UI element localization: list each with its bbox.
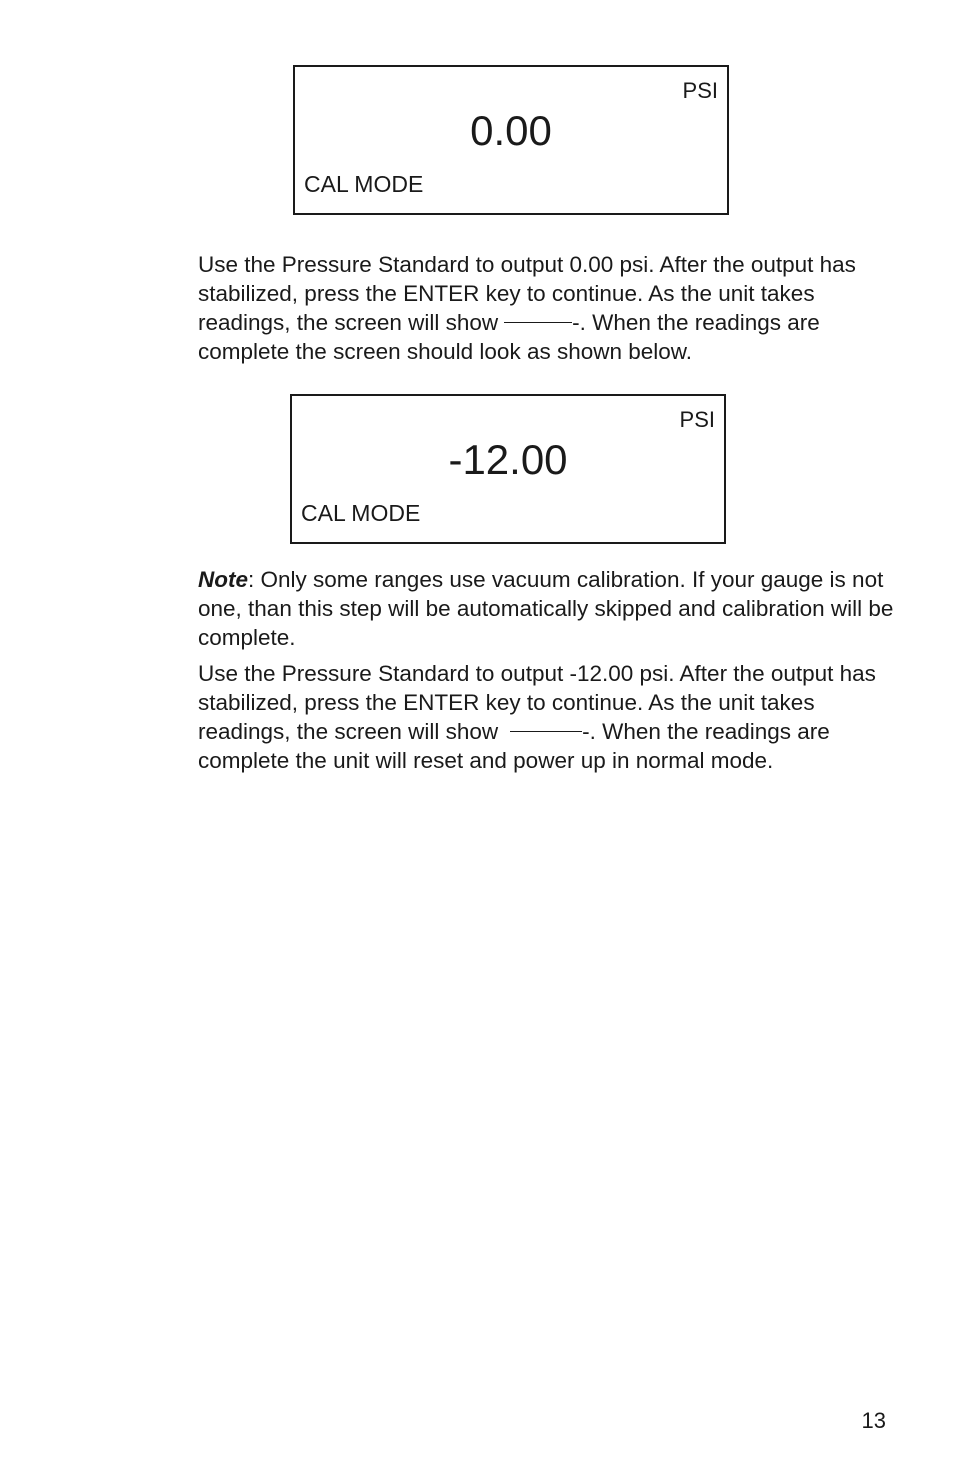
note-text: : Only some ranges use vacuum calibration. If your gauge is not one, than this step will be automatically skipped and calibration will be complete. — [198, 567, 894, 650]
lcd-display-vacuum — [290, 394, 726, 544]
display-reading: -12.00 — [448, 436, 568, 483]
lcd-display-zero — [293, 65, 729, 215]
instruction-paragraph-vacuum — [198, 659, 898, 775]
display-mode-label: CAL MODE — [301, 500, 421, 526]
display-unit-label: PSI — [682, 78, 718, 103]
dash-line-graphic — [510, 731, 582, 732]
instruction-text-start: Use the Pressure Standard to output -12.00 psi. After the output has stabilized, press the ENTER key to continue. As the unit takes readings, the screen will show — [198, 661, 876, 744]
display-reading: 0.00 — [470, 107, 552, 154]
note-label: Note — [198, 567, 248, 592]
note-paragraph — [198, 565, 898, 652]
display-mode-label: CAL MODE — [304, 171, 424, 197]
instruction-text-end: -. When the readings are complete the unit will reset and power up in normal mode. — [198, 719, 830, 773]
instruction-paragraph-zero — [198, 250, 898, 366]
display-unit-label: PSI — [679, 407, 715, 432]
instruction-text-end: -. When the readings are complete the screen should look as shown below. — [198, 310, 820, 364]
instruction-text-start: Use the Pressure Standard to output 0.00 psi. After the output has stabilized, press the ENTER key to continue. As the unit takes readings, the screen will show — [198, 252, 856, 335]
dash-line-graphic — [504, 322, 572, 323]
page-number: 13 — [861, 1408, 886, 1433]
